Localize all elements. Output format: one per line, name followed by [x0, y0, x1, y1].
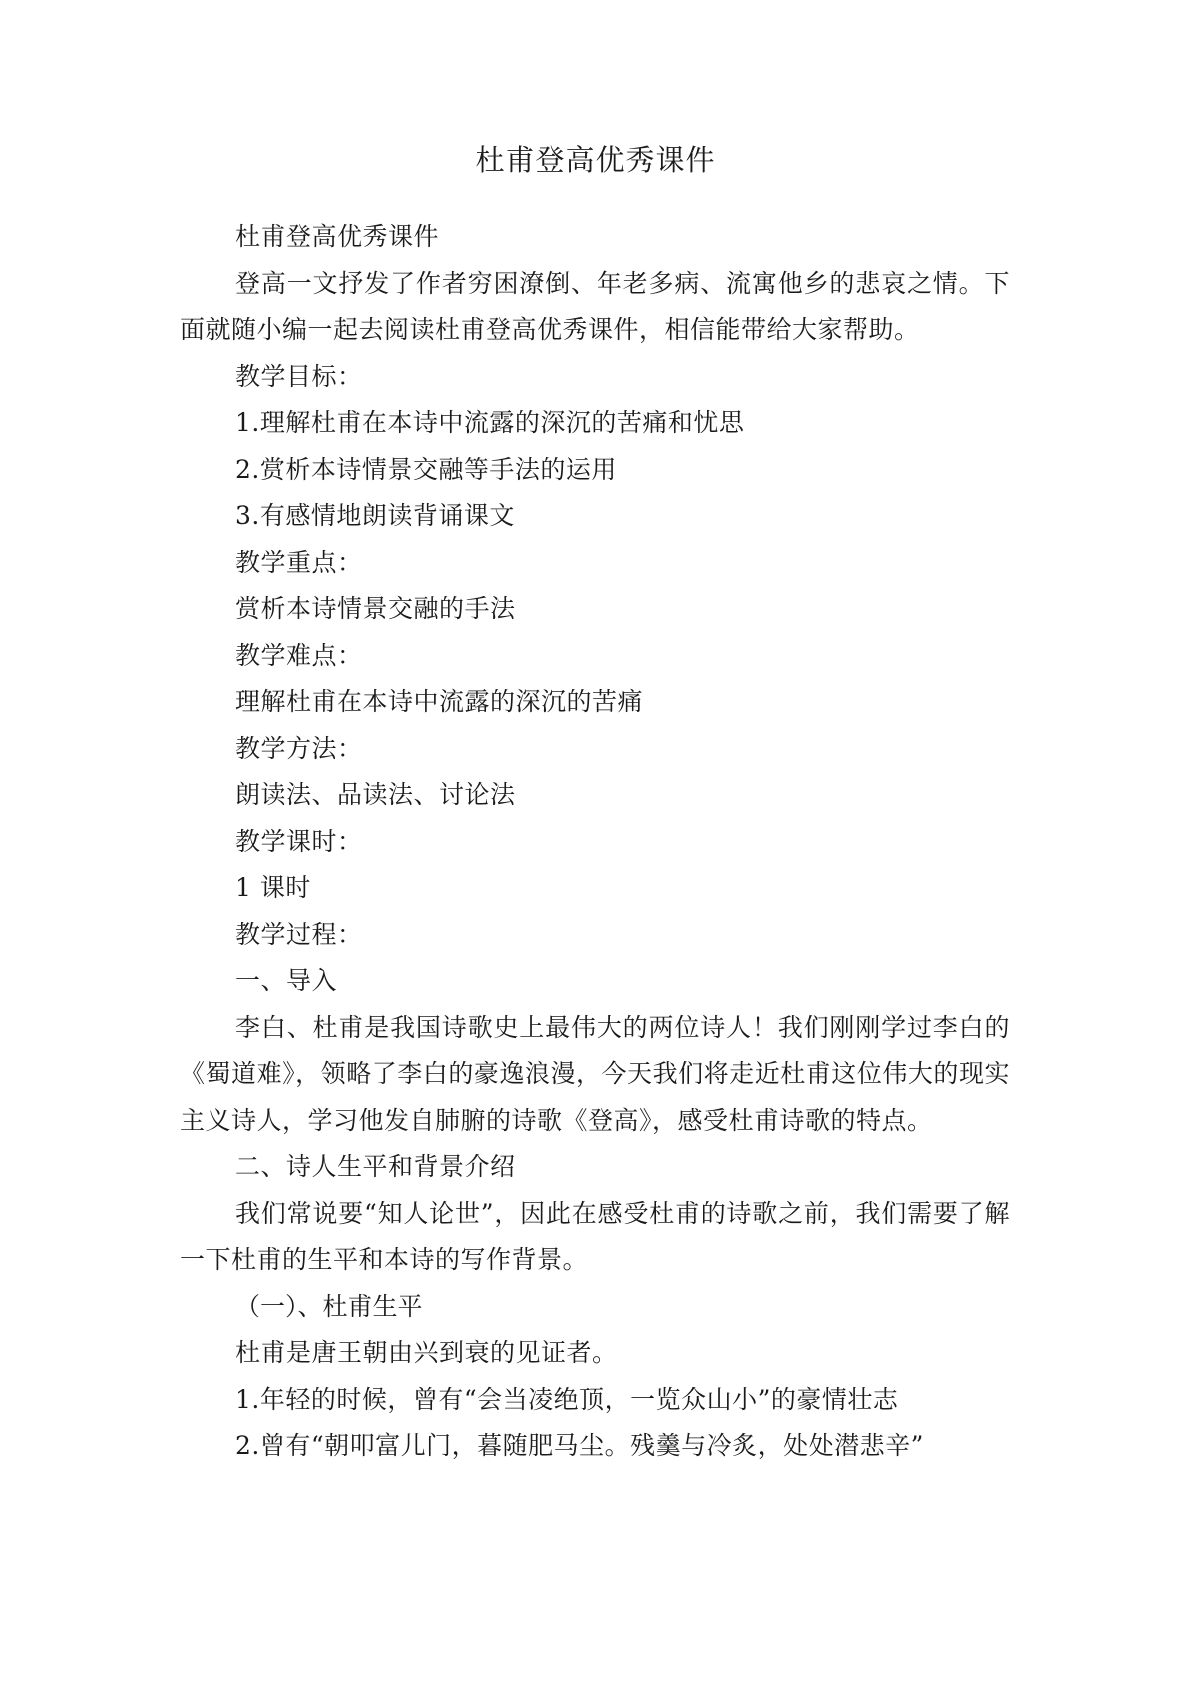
paragraph: 1.理解杜甫在本诗中流露的深沉的苦痛和忧思 — [235, 408, 745, 437]
paragraph: 杜甫登高优秀课件 — [235, 222, 440, 251]
paragraph: 朗读法、品读法、讨论法 — [235, 780, 516, 809]
subsection-heading: （一）、杜甫生平 — [235, 1291, 423, 1321]
paragraph: 教学目标： — [235, 361, 363, 391]
paragraph: 教学重点： — [235, 547, 363, 577]
paragraph: 3.有感情地朗读背诵课文 — [235, 501, 515, 530]
paragraph: 杜甫是唐王朝由兴到衰的见证者。 — [235, 1338, 618, 1367]
paragraph: 我们常说要“知人论世”，因此在感受杜甫的诗歌之前，我们需要了解一下杜甫的生平和本诗的写作背景。 — [180, 1198, 1010, 1274]
document-body — [180, 214, 1010, 1470]
section-heading: 二、诗人生平和背景介绍 — [235, 1152, 516, 1181]
document-title: 杜甫登高优秀课件 — [475, 143, 716, 177]
paragraph: 2.曾有“朝叩富儿门，暮随肥马尘。残羹与冷炙，处处潜悲辛” — [235, 1431, 924, 1460]
paragraph: 理解杜甫在本诗中流露的深沉的苦痛 — [235, 687, 644, 716]
paragraph: 赏析本诗情景交融的手法 — [235, 594, 516, 623]
paragraph: 教学过程： — [235, 919, 363, 949]
section-heading: 一、导入 — [235, 966, 338, 995]
paragraph: 登高一文抒发了作者穷困潦倒、年老多病、流寓他乡的悲哀之情。下面就随小编一起去阅读杜甫登高优秀课件，相信能带给大家帮助。 — [180, 268, 1010, 344]
paragraph: 1 课时 — [235, 873, 311, 902]
paragraph: 教学课时： — [235, 826, 363, 856]
paragraph: 李白、杜甫是我国诗歌史上最伟大的两位诗人！我们刚刚学过李白的《蜀道难》，领略了李白的豪逸浪漫，今天我们将走近杜甫这位伟大的现实主义诗人，学习他发自肺腑的诗歌《登高》，感受杜甫诗歌的特点。 — [180, 1012, 1010, 1135]
paragraph: 教学难点： — [235, 640, 363, 670]
paragraph: 1.年轻的时候，曾有“会当凌绝顶，一览众山小”的豪情壮志 — [235, 1384, 899, 1414]
paragraph: 教学方法： — [235, 733, 363, 763]
paragraph: 2.赏析本诗情景交融等手法的运用 — [235, 454, 617, 484]
